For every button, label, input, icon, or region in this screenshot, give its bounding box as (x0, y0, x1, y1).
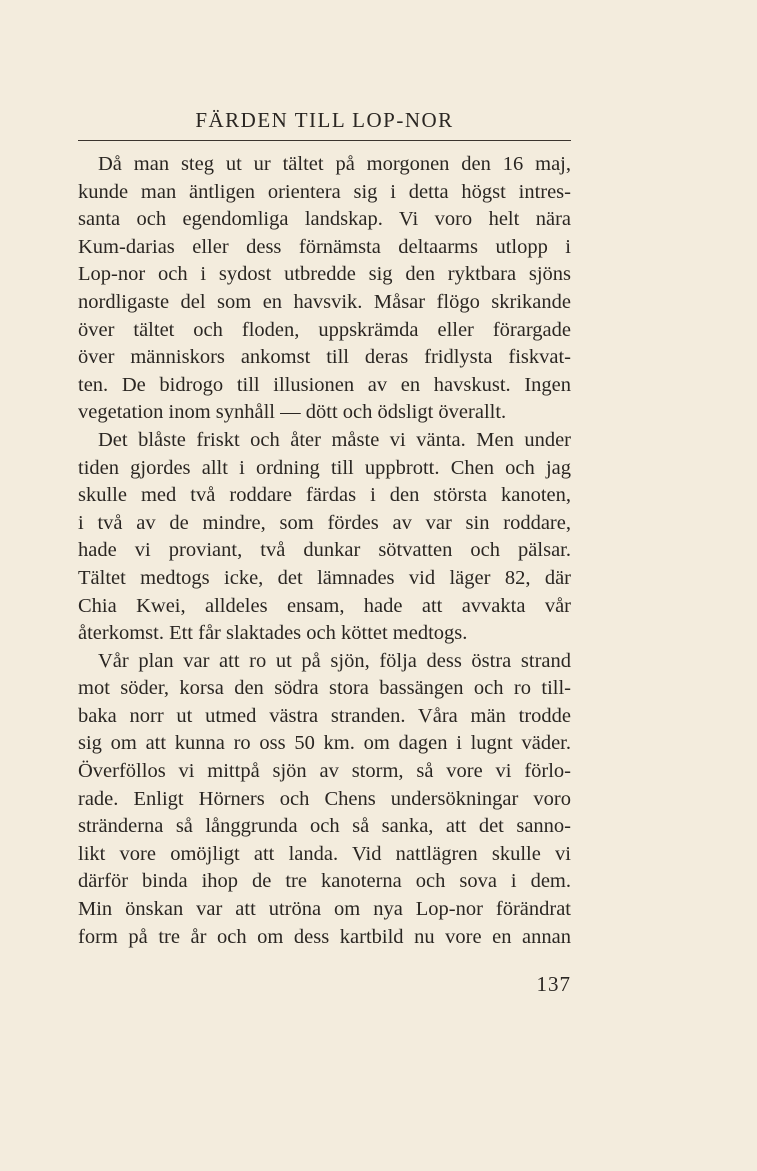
text-line: santa och egendomliga landskap. Vi voro helt nära (78, 208, 571, 231)
header-rule (78, 140, 571, 141)
text-line: stränderna så långgrunda och så sanka, att det sanno- (78, 815, 571, 838)
text-line: därför binda ihop de tre kanoterna och sova i dem. (78, 870, 571, 893)
text-line: baka norr ut utmed västra stranden. Våra män trodde (78, 704, 571, 727)
text-line: Min önskan var att utröna om nya Lop-nor förändrat (78, 898, 571, 921)
text-line: Då man steg ut ur tältet på morgonen den 16 maj, (98, 153, 571, 175)
text-line: tiden gjordes allt i ordning till uppbrott. Chen och jag (78, 456, 571, 479)
text-line: över tältet och floden, uppskrämda eller förargade (78, 318, 571, 341)
text-line: rade. Enligt Hörners och Chens undersökningar voro (78, 787, 571, 810)
text-line: vegetation inom synhåll — dött och ödsligt överallt. (78, 401, 507, 424)
text-line: kunde man äntligen orientera sig i detta högst intres- (78, 180, 571, 203)
text-line: mot söder, korsa den södra stora bassängen och ro till- (78, 677, 571, 700)
text-line: över människors ankomst till deras fridlysta fiskvat- (78, 346, 571, 369)
text-line: Det blåste friskt och åter måste vi vänta. Men under (98, 428, 571, 451)
text-line: Tältet medtogs icke, det lämnades vid läger 82, där (78, 566, 571, 589)
text-line: sig om att kunna ro oss 50 km. om dagen i lugnt väder. (78, 732, 571, 755)
text-line: Kum-darias eller dess förnämsta deltaarms utlopp i (78, 235, 571, 258)
body-text (78, 151, 571, 951)
text-line: Vår plan var att ro ut på sjön, följa dess östra strand (98, 649, 571, 672)
text-line: nordligaste del som en havsvik. Måsar flögo skrikande (78, 290, 571, 313)
running-head: FÄRDEN TILL LOP-NOR (195, 108, 454, 132)
text-line: likt vore omöjligt att landa. Vid nattlägren skulle vi (78, 842, 571, 865)
text-line: skulle med två roddare färdas i den största kanoten, (78, 484, 571, 507)
text-line: ten. De bidrogo till illusionen av en havskust. Ingen (78, 373, 571, 396)
text-line: hade vi proviant, två dunkar sötvatten och pälsar. (78, 539, 571, 562)
text-line: i två av de mindre, som fördes av var sin roddare, (78, 511, 571, 534)
text-line: form på tre år och om dess kartbild nu vore en annan (78, 925, 571, 948)
page-number: 137 (536, 972, 571, 996)
text-line: Överföllos vi mittpå sjön av storm, så vore vi förlo- (78, 760, 571, 783)
text-line: Chia Kwei, alldeles ensam, hade att avvakta vår (78, 594, 571, 617)
text-line: återkomst. Ett får slaktades och köttet medtogs. (78, 622, 468, 645)
text-line: Lop-nor och i sydost utbredde sig den ryktbara sjöns (78, 263, 571, 286)
